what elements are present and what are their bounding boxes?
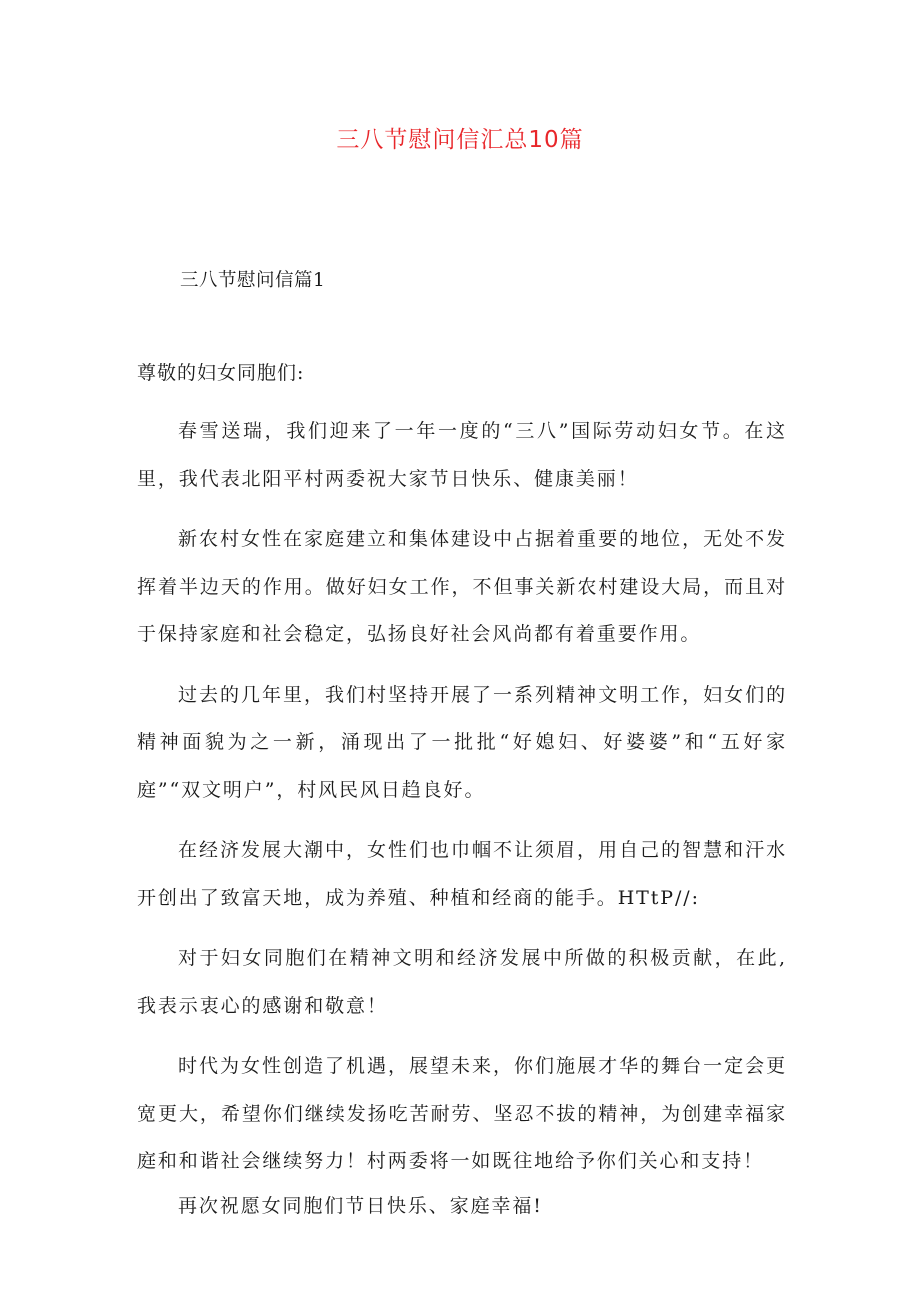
salutation: 尊敬的妇女同胞们: [137,362,305,384]
paragraph-4: 在经济发展大潮中，女性们也巾帼不让须眉，用自己的智慧和汗水开创出了致富天地，成为养殖、种植和经商的能手。HTtP//: [137,839,787,909]
paragraph-7: 再次祝愿女同胞们节日快乐、家庭幸福! [178,1194,543,1217]
letter-body [137,408,787,1243]
paragraph-3: 过去的几年里，我们村坚持开展了一系列精神文明工作，妇女们的精神面貌为之一新，涌现出了一批批“好媳妇、好婆婆”和“五好家庭”“双文明户”，村风民风日趋良好。 [137,683,787,801]
paragraph-6: 时代为女性创造了机遇，展望未来，你们施展才华的舞台一定会更宽更大，希望你们继续发扬吃苦耐劳、坚忍不拔的精神，为创建幸福家庭和和谐社会继续努力！村两委将一如既往地给予你们关心和支持！ [137,1055,787,1172]
section-heading: 三八节慰问信篇1 [180,270,326,291]
document-title: 三八节慰问信汇总10篇 [336,127,584,153]
paragraph-1: 春雪送瑞，我们迎来了一年一度的“三八”国际劳动妇女节。在这里，我代表北阳平村两委祝大家节日快乐、健康美丽！ [137,420,787,490]
paragraph-2: 新农村女性在家庭建立和集体建设中占据着重要的地位，无处不发挥着半边天的作用。做好妇女工作，不但事关新农村建设大局，而且对于保持家庭和社会稳定，弘扬良好社会风尚都有着重要作用。 [137,528,787,645]
paragraph-5: 对于妇女同胞们在精神文明和经济发展中所做的积极贡献，在此,我表示衷心的感谢和敬意！ [137,947,787,1017]
